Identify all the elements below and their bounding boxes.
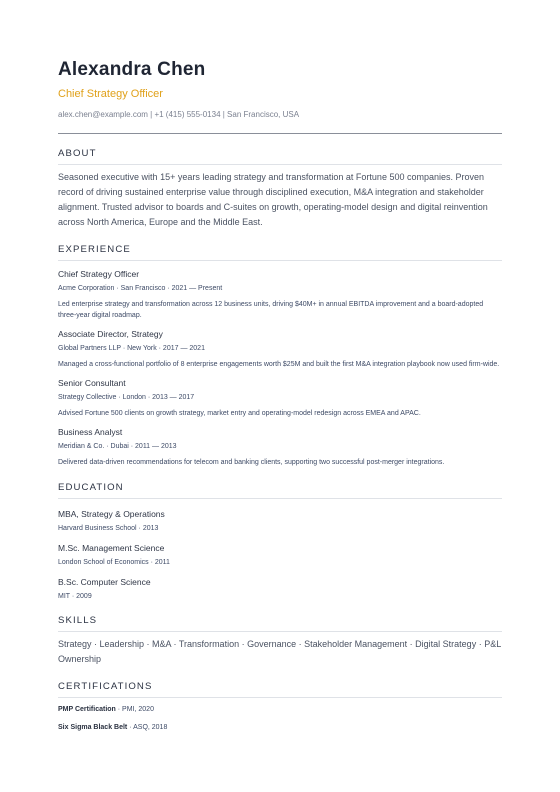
job-title: Associate Director, Strategy <box>58 329 163 339</box>
certifications-section <box>58 681 502 734</box>
section-divider <box>58 631 502 632</box>
job-meta: Strategy Collective · London · 2013 — 2017 <box>58 394 195 401</box>
about-section <box>58 148 502 230</box>
section-divider <box>58 164 502 165</box>
job-meta: Acme Corporation · San Francisco · 2021 — Present <box>58 285 223 292</box>
job-meta: Meridian & Co. · Dubai · 2011 — 2013 <box>58 443 177 450</box>
degree-title: M.Sc. Management Science <box>58 543 165 553</box>
degree-meta: London School of Economics · 2011 <box>58 559 170 566</box>
education-section <box>58 482 502 601</box>
job-description: Managed a cross-functional portfolio of 8 enterprise engagements worth $25M and built the first M&A integration playbook now used firm-wide. <box>58 361 500 368</box>
skills-heading: SKILLS <box>58 615 98 626</box>
job-description: Led enterprise strategy and transformation across 12 business units, driving $40M+ in annual EBITDA improvement and a board-adopted three-year digital roadmap. <box>58 301 484 319</box>
certification-item <box>58 722 502 734</box>
job-description: Delivered data-driven recommendations for telecom and banking clients, supporting two successful post-merger integrations. <box>58 459 445 466</box>
education-entry <box>58 543 502 567</box>
education-entry <box>58 509 502 533</box>
experience-heading: EXPERIENCE <box>58 244 131 255</box>
job-entry <box>58 378 502 419</box>
job-description: Advised Fortune 500 clients on growth strategy, market entry and operating-model redesign across EMEA and APAC. <box>58 410 421 417</box>
certifications-heading: CERTIFICATIONS <box>58 681 153 692</box>
certification-name: Six Sigma Black Belt <box>58 724 128 731</box>
about-heading: ABOUT <box>58 148 97 159</box>
section-divider <box>58 697 502 698</box>
about-text: Seasoned executive with 15+ years leading strategy and transformation at Fortune 500 companies. Proven record of driving sustained enterprise value through disciplined execution, M&A integration and stakeholder alignment. Trusted advisor to boards and C-suites on growth, operating-model design and digital reinvention across North America, Europe and the Middle East. <box>58 172 488 227</box>
job-meta: Global Partners LLP · New York · 2017 — 2021 <box>58 345 205 352</box>
skills-section <box>58 615 502 667</box>
degree-meta: Harvard Business School · 2013 <box>58 525 159 532</box>
job-title: Business Analyst <box>58 427 123 437</box>
certification-name: PMP Certification <box>58 706 116 713</box>
skills-text: Strategy · Leadership · M&A · Transformation · Governance · Stakeholder Management · Digital Strategy · P&L Ownership <box>58 639 501 664</box>
job-entry <box>58 269 502 321</box>
job-entry <box>58 329 502 370</box>
job-title: Chief Strategy Officer <box>58 269 140 279</box>
candidate-name: Alexandra Chen <box>58 59 206 80</box>
section-divider <box>58 498 502 499</box>
experience-section <box>58 244 502 468</box>
contact-line: alex.chen@example.com | +1 (415) 555-0134 | San Francisco, USA <box>58 110 300 119</box>
section-divider <box>58 260 502 261</box>
candidate-title: Chief Strategy Officer <box>58 88 163 100</box>
education-entry <box>58 577 502 601</box>
education-heading: EDUCATION <box>58 482 124 493</box>
degree-title: B.Sc. Computer Science <box>58 577 151 587</box>
certification-detail: · ASQ, 2018 <box>127 724 168 731</box>
certification-item <box>58 704 502 716</box>
job-title: Senior Consultant <box>58 378 126 388</box>
degree-meta: MIT · 2009 <box>58 593 92 600</box>
degree-title: MBA, Strategy & Operations <box>58 509 165 519</box>
certification-detail: · PMI, 2020 <box>115 706 154 713</box>
job-entry <box>58 427 502 468</box>
header-divider <box>58 133 502 134</box>
